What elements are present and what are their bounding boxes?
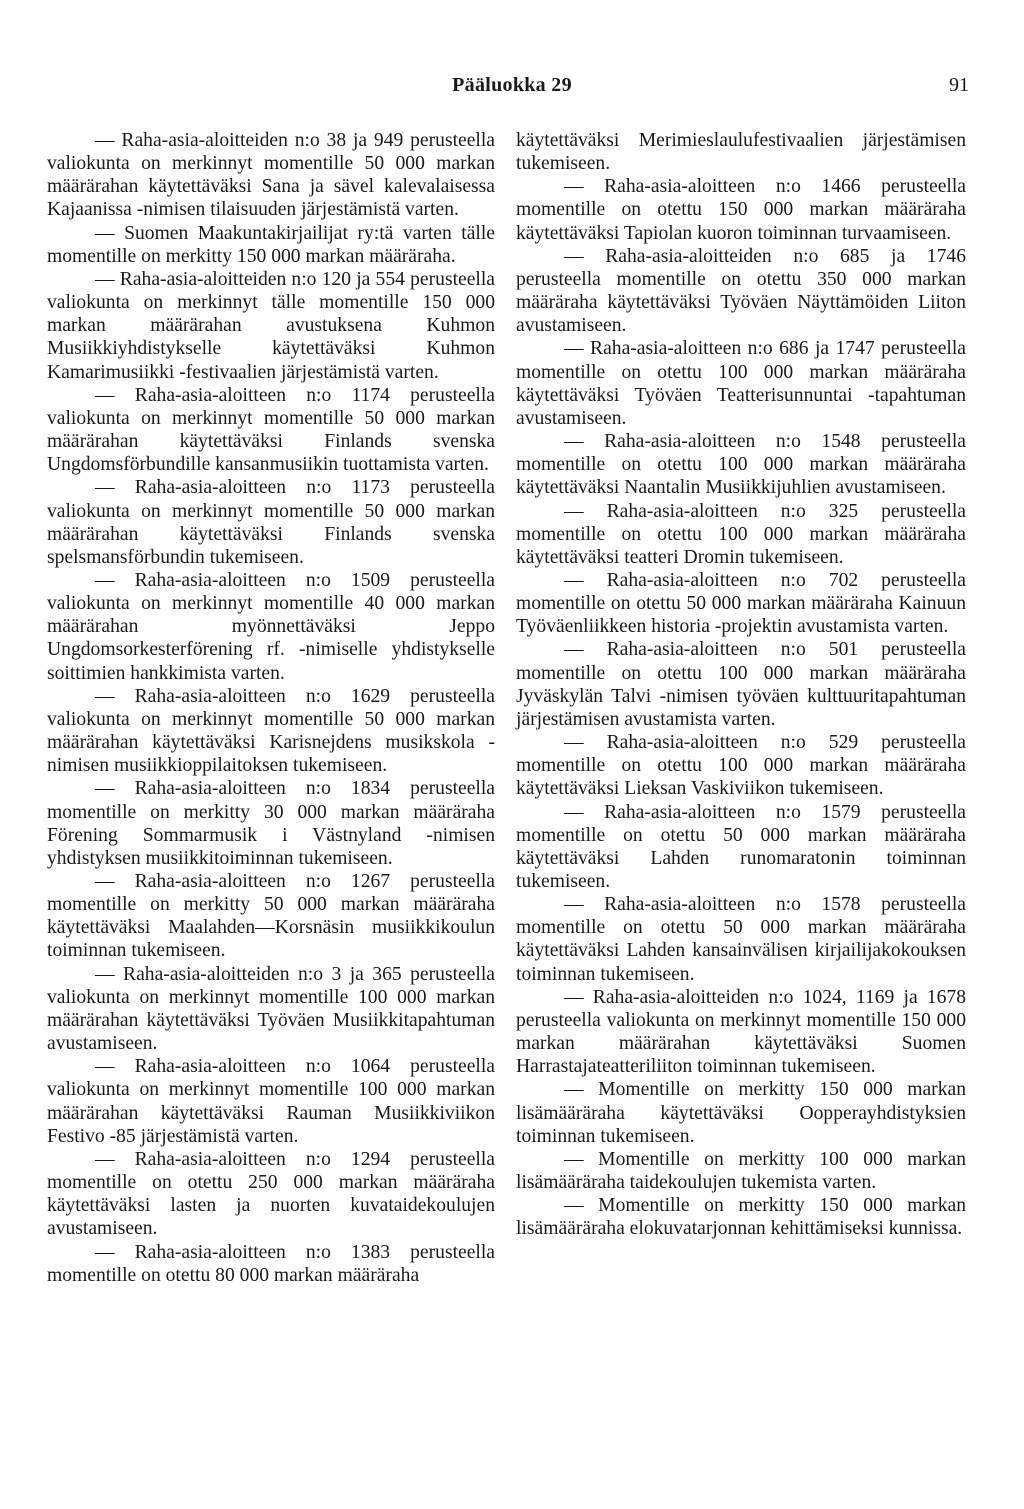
paragraph: — Raha-asia-aloitteiden n:o 3 ja 365 perusteella valiokunta on merkinnyt momentille 100 000 markan määrärahan käytettäväksi Työväen Musiikkitapahtuman avustamiseen. — [47, 963, 495, 1055]
paragraph: — Raha-asia-aloitteen n:o 1466 perusteella momentille on otettu 150 000 markan määräraha käytettäväksi Tapiolan kuoron toiminnan turvaamiseen. — [516, 176, 966, 244]
paragraph: — Raha-asia-aloitteen n:o 1834 perusteella momentille on merkitty 30 000 markan määräraha Förening Sommarmusik i Västnyland -nimisen yhdistyksen musiikkitoiminnan tukemiseen. — [47, 778, 495, 869]
paragraph: — Raha-asia-aloitteen n:o 702 perusteella momentille on otettu 50 000 markan määräraha Kainuun Työväenliikkeen historia -projektin avustamista varten. — [516, 569, 966, 638]
page-header-title: Pääluokka 29 — [452, 74, 572, 96]
paragraph: — Raha-asia-aloitteen n:o 529 perusteella momentille on otettu 100 000 markan määräraha käytettäväksi Lieksan Vaskiviikon tukemiseen. — [516, 732, 966, 800]
paragraph: — Momentille on merkitty 150 000 markan lisämääräraha elokuvatarjonnan kehittämiseksi kunnissa. — [516, 1195, 966, 1240]
paragraph: — Raha-asia-aloitteen n:o 1173 perusteella valiokunta on merkinnyt momentille 50 000 markan määrärahan käytettäväksi Finlands svenska spelsmansförbundin tukemiseen. — [47, 477, 495, 568]
paragraph: — Raha-asia-aloitteiden n:o 38 ja 949 perusteella valiokunta on merkinnyt momentille 50 000 markan määrärahan käytettäväksi Sana ja sävel kalevalaisessa Kajaanissa -nimisen tilaisuuden järjestämistä varten. — [47, 130, 495, 221]
paragraph: — Raha-asia-aloitteen n:o 1064 perusteella valiokunta on merkinnyt momentille 100 000 markan määrärahan käytettäväksi Rauman Musiikkiviikon Festivo -85 järjestämistä varten. — [47, 1056, 495, 1147]
paragraph: — Raha-asia-aloitteiden n:o 685 ja 1746 perusteella momentille on otettu 350 000 markan määräraha käytettäväksi Työväen Näyttämöiden Liiton avustamiseen. — [516, 245, 966, 337]
paragraph: — Raha-asia-aloitteiden n:o 120 ja 554 perusteella valiokunta on merkinnyt tälle momentille 150 000 markan määrärahan avustuksena Kuhmon Musiikkiyhdistykselle käytettäväksi Kuhmon Kamarimusiikki -festivaalien järjestämistä varten. — [47, 268, 495, 383]
paragraph: — Raha-asia-aloitteen n:o 501 perusteella momentille on otettu 100 000 markan määräraha Jyväskylän Talvi -nimisen työväen kulttuuritapahtuman järjestämisen avustamista varten. — [516, 639, 966, 730]
paragraph: — Raha-asia-aloitteen n:o 1267 perusteella momentille on merkitty 50 000 markan määräraha käytettäväksi Maalahden—Korsnäsin musiikkikoulun toiminnan tukemiseen. — [47, 871, 495, 962]
paragraph: — Raha-asia-aloitteen n:o 1509 perusteella valiokunta on merkinnyt momentille 40 000 markan määrärahan myönnettäväksi Jeppo Ungdomsorkesterförening rf. -nimiselle yhdistykselle soittimien hankkimista varten. — [47, 569, 495, 684]
paragraph: — Raha-asia-aloitteiden n:o 1024, 1169 ja 1678 perusteella valiokunta on merkinnyt momentille 150 000 markan määrärahan käytettäväksi Suomen Harrastajateatteriliiton toiminnan tukemiseen. — [516, 986, 966, 1078]
left-text-column — [47, 129, 495, 1287]
paragraph: — Momentille on merkitty 150 000 markan lisämääräraha käytettäväksi Oopperayhdistyksien toiminnan tukemiseen. — [516, 1079, 966, 1147]
paragraph: — Suomen Maakuntakirjailijat ry:tä varten tälle momentille on merkitty 150 000 markan määräraha. — [47, 222, 495, 267]
paragraph-continued: käytettäväksi Merimieslaulufestivaalien järjestämisen tukemiseen. — [516, 130, 966, 175]
paragraph: — Raha-asia-aloitteen n:o 1294 perusteella momentille on otettu 250 000 markan määräraha käytettäväksi lasten ja nuorten kuvataidekoulujen avustamiseen. — [47, 1148, 495, 1240]
page-number: 91 — [949, 74, 969, 96]
paragraph: — Raha-asia-aloitteen n:o 1383 perusteella momentille on otettu 80 000 markan määräraha — [47, 1241, 495, 1286]
paragraph: — Raha-asia-aloitteen n:o 1579 perusteella momentille on otettu 50 000 markan määräraha käytettäväksi Lahden runomaratonin toiminnan tukemiseen. — [516, 801, 966, 892]
paragraph: — Raha-asia-aloitteen n:o 1174 perusteella valiokunta on merkinnyt momentille 50 000 markan määrärahan käytettäväksi Finlands svenska Ungdomsförbundille kansanmusiikin tuottamista varten. — [47, 384, 495, 476]
paragraph: — Momentille on merkitty 100 000 markan lisämääräraha taidekoulujen tukemista varten. — [516, 1148, 966, 1194]
paragraph: — Raha-asia-aloitteen n:o 686 ja 1747 perusteella momentille on otettu 100 000 markan määräraha käytettäväksi Työväen Teatterisunnuntai -tapahtuman avustamiseen. — [516, 338, 966, 429]
paragraph: — Raha-asia-aloitteen n:o 1578 perusteella momentille on otettu 50 000 markan määräraha käytettäväksi Lahden kansainvälisen kirjailijakokouksen toiminnan tukemiseen. — [516, 894, 966, 985]
paragraph: — Raha-asia-aloitteen n:o 325 perusteella momentille on otettu 100 000 markan määräraha käytettäväksi teatteri Dromin tukemiseen. — [516, 500, 966, 568]
right-text-column — [516, 129, 966, 1241]
paragraph: — Raha-asia-aloitteen n:o 1548 perusteella momentille on otettu 100 000 markan määräraha käytettäväksi Naantalin Musiikkijuhlien avustamiseen. — [516, 431, 966, 499]
paragraph: — Raha-asia-aloitteen n:o 1629 perusteella valiokunta on merkinnyt momentille 50 000 markan määrärahan käytettäväksi Karisnejdens musikskola -nimisen musiikkioppilaitoksen tukemiseen. — [47, 685, 495, 777]
